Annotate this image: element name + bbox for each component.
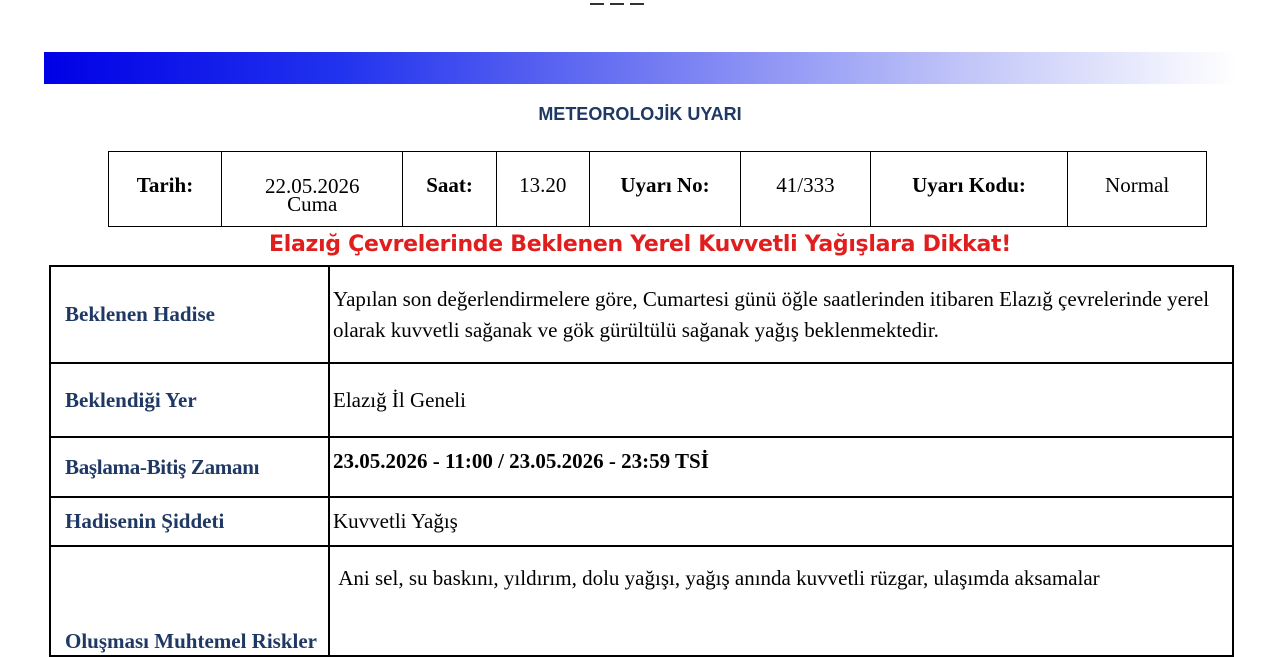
warning-headline: Elazığ Çevrelerinde Beklenen Yerel Kuvvetli Yağışlara Dikkat! [269, 232, 1011, 257]
riskler-label: Oluşması Muhtemel Riskler [50, 546, 329, 656]
siddet-label: Hadisenin Şiddeti [50, 497, 329, 546]
detail-row-zaman [50, 437, 1233, 497]
siddet-value: Kuvvetli Yağış [329, 497, 1233, 546]
zaman-value: 23.05.2026 - 11:00 / 23.05.2026 - 23:59 TSİ [329, 437, 1233, 497]
detail-row-hadise [50, 266, 1233, 363]
yer-label: Beklendiği Yer [50, 363, 329, 437]
date-cell [222, 152, 403, 227]
warning-no-value: 41/333 [741, 152, 871, 227]
detail-row-yer [50, 363, 1233, 437]
zaman-label: Başlama-Bitiş Zamanı [50, 437, 329, 497]
document-title: METEOROLOJİK UYARI [538, 104, 742, 124]
detail-row-siddet [50, 497, 1233, 546]
yer-value: Elazığ İl Geneli [329, 363, 1233, 437]
date-label: Tarih: [109, 152, 222, 227]
cropped-header-fragment [590, 0, 690, 2]
hadise-label: Beklenen Hadise [50, 266, 329, 363]
riskler-value: Ani sel, su baskını, yıldırım, dolu yağışı, yağış anında kuvvetli rüzgar, ulaşımda aksamalar [329, 546, 1233, 656]
time-label: Saat: [403, 152, 496, 227]
warning-code-label: Uyarı Kodu: [870, 152, 1067, 227]
day-value: Cuma [287, 192, 338, 216]
date-value: 22.05.2026 [264, 174, 360, 198]
warning-no-label: Uyarı No: [589, 152, 740, 227]
header-gradient-banner [44, 52, 1236, 84]
warning-code-value: Normal [1068, 152, 1207, 227]
warning-details-table [49, 265, 1234, 657]
warning-meta-table [108, 151, 1207, 227]
meta-row [109, 152, 1207, 227]
time-value: 13.20 [496, 152, 589, 227]
hadise-value: Yapılan son değerlendirmelere göre, Cumartesi günü öğle saatlerinden itibaren Elazığ çevrelerinde yerel olarak kuvvetli sağanak ve gök gürültülü sağanak yağış beklenmektedir. [329, 266, 1233, 363]
